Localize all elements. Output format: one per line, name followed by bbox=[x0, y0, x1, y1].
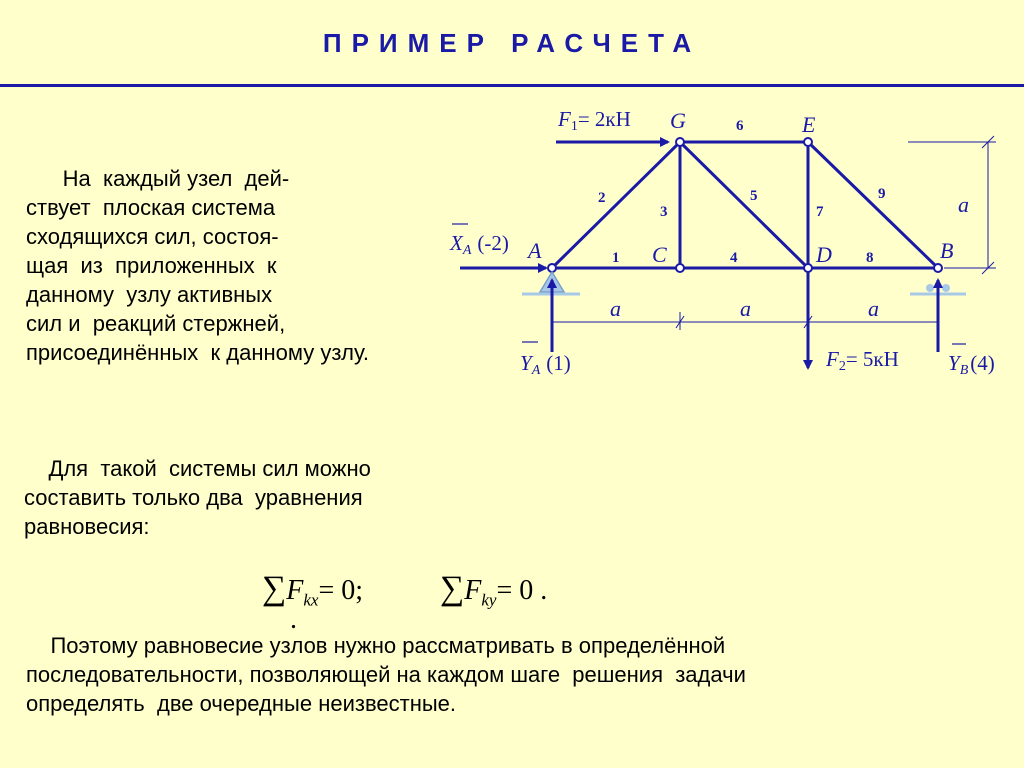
span-label-2: a bbox=[740, 296, 751, 321]
f1-value: = 2кН bbox=[577, 107, 631, 131]
node-label-e: E bbox=[802, 112, 816, 137]
force-subscript: kx bbox=[303, 590, 319, 610]
node-label-d: D bbox=[816, 242, 832, 267]
xa-subscript: A bbox=[462, 243, 472, 258]
equation-rest: = 0 . bbox=[496, 575, 548, 606]
ya-symbol: Y bbox=[520, 351, 532, 375]
joint-g bbox=[676, 138, 684, 146]
reaction-yb-label bbox=[948, 351, 995, 378]
member-number-5: 5 bbox=[750, 188, 758, 204]
node-label-c: C bbox=[652, 242, 667, 267]
node-label-b: B bbox=[940, 238, 954, 263]
equation-dot: . bbox=[290, 604, 297, 635]
force-f2-label bbox=[825, 347, 899, 374]
joint-d bbox=[804, 264, 812, 272]
joint-c bbox=[676, 264, 684, 272]
span-label-1: a bbox=[610, 296, 621, 321]
truss-members bbox=[552, 142, 938, 268]
span-label-3: a bbox=[868, 296, 879, 321]
xa-symbol: X bbox=[450, 231, 463, 255]
height-label: a bbox=[958, 192, 969, 217]
joint-b bbox=[934, 264, 942, 272]
f2-symbol: F bbox=[826, 347, 839, 371]
member-number-1: 1 bbox=[612, 250, 620, 266]
member-number-6: 6 bbox=[736, 118, 744, 134]
yb-value: (4) bbox=[970, 351, 995, 375]
intro-paragraph: На каждый узел дей- ствует плоская система сходящихся сил, состоя- щая из приложенных к данному узлу активных сил и реакций стержней, присоединённых к данному узлу. bbox=[26, 166, 369, 365]
member-number-3: 3 bbox=[660, 204, 668, 220]
xa-value: (-2) bbox=[477, 231, 509, 255]
member-number-2: 2 bbox=[598, 190, 606, 206]
yb-symbol: Y bbox=[948, 351, 960, 375]
member-5 bbox=[680, 142, 808, 268]
sum-symbol: ∑ bbox=[440, 570, 465, 607]
reaction-xa-label bbox=[449, 231, 509, 258]
ya-value: (1) bbox=[546, 351, 571, 375]
equations-intro-paragraph: Для такой системы сил можно составить только два уравнения равновесия: bbox=[24, 456, 371, 539]
force-subscript: ky bbox=[481, 590, 497, 610]
joint-e bbox=[804, 138, 812, 146]
yb-subscript: B bbox=[959, 363, 969, 378]
f2-subscript: 2 bbox=[838, 359, 846, 374]
sum-symbol: ∑ bbox=[262, 570, 287, 607]
equation-rest: = 0; bbox=[318, 575, 364, 606]
force-f1-label bbox=[557, 107, 631, 134]
node-label-g: G bbox=[670, 108, 686, 133]
member-number-8: 8 bbox=[866, 250, 874, 266]
force-symbol: F bbox=[286, 575, 304, 606]
ya-subscript: A bbox=[531, 363, 541, 378]
f1-symbol: F bbox=[558, 107, 571, 131]
member-number-7: 7 bbox=[816, 204, 824, 220]
force-symbol: F bbox=[464, 575, 482, 606]
node-label-a: A bbox=[528, 238, 542, 263]
page-title: ПРИМЕР РАСЧЕТА bbox=[322, 28, 702, 58]
member-number-9: 9 bbox=[878, 186, 886, 202]
member-number-4: 4 bbox=[730, 250, 738, 266]
conclusion-paragraph: Поэтому равновесие узлов нужно рассматривать в определённой последовательности, позволяющей на каждом шаге решения задачи определять две очередные неизвестные. bbox=[26, 633, 746, 716]
reaction-ya-label bbox=[520, 351, 571, 378]
f1-subscript: 1 bbox=[570, 119, 578, 134]
f2-value: = 5кН bbox=[845, 347, 899, 371]
